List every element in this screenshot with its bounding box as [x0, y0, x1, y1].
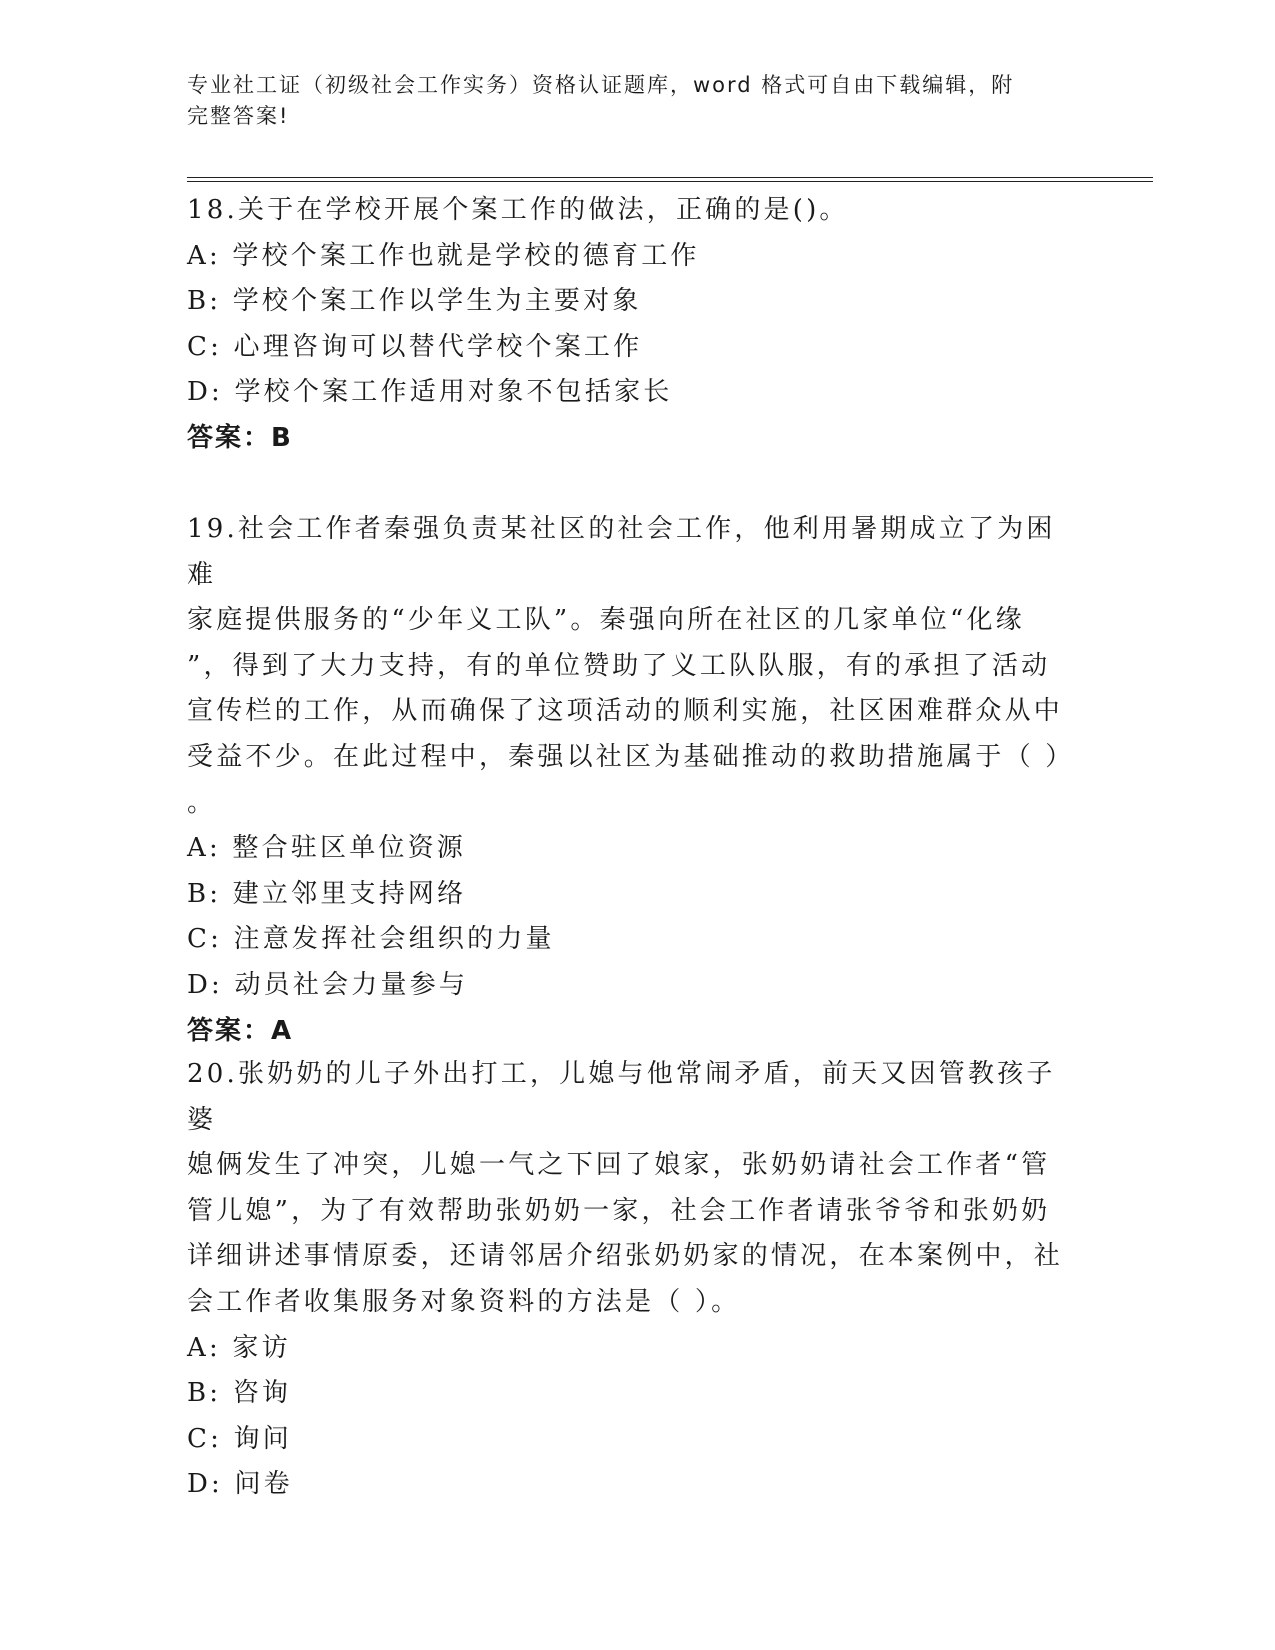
option-a: A: 家访 [187, 1332, 291, 1363]
option-a: A: 整合驻区单位资源 [187, 833, 467, 864]
question-stem-line: 媳俩发生了冲突，儿媳一气之下回了娘家，张奶奶请社会工作者“管 [187, 1150, 1051, 1181]
header-line-2: 完整答案! [187, 104, 290, 128]
option-d: D: 动员社会力量参与 [187, 969, 469, 1000]
question-stem-line: 会工作者收集服务对象资料的方法是（ ）。 [187, 1286, 741, 1317]
option-c: C: 注意发挥社会组织的力量 [187, 924, 555, 955]
option-d: D: 问卷 [187, 1469, 293, 1500]
header-divider-top [187, 177, 1153, 178]
header-line-1: 专业社工证（初级社会工作实务）资格认证题库，word 格式可自由下载编辑，附 [187, 73, 1015, 97]
question-stem-line: 详细讲述事情原委，还请邻居介绍张奶奶家的情况，在本案例中，社 [187, 1241, 1064, 1272]
header-divider-bottom [187, 181, 1153, 182]
option-d: D: 学校个案工作适用对象不包括家长 [187, 377, 673, 408]
question-18 [187, 188, 1067, 462]
question-stem-line: 19.社会工作者秦强负责某社区的社会工作，他利用暑期成立了为困难 [187, 514, 1056, 590]
question-20 [187, 1052, 1067, 1508]
question-stem-line: 18.关于在学校开展个案工作的做法，正确的是()。 [187, 195, 849, 225]
option-b: B: 建立邻里支持网络 [187, 878, 467, 909]
answer-label: 答案：B [187, 422, 293, 453]
question-stem-line: 宣传栏的工作，从而确保了这项活动的顺利实施，社区困难群众从中 [187, 696, 1064, 727]
question-stem-line: 受益不少。在此过程中，秦强以社区为基础推动的救助措施属于（ ） [187, 741, 1075, 772]
option-c: C: 心理咨询可以替代学校个案工作 [187, 331, 643, 362]
option-c: C: 询问 [187, 1423, 292, 1454]
question-stem-line: 。 [187, 787, 217, 818]
question-19 [187, 507, 1075, 1054]
question-stem-line: ”，得到了大力支持，有的单位赞助了义工队队服，有的承担了活动 [187, 650, 1051, 681]
question-stem-line: 20.张奶奶的儿子外出打工，儿媳与他常闹矛盾，前天又因管教孩子婆 [187, 1059, 1056, 1135]
option-b: B: 咨询 [187, 1378, 292, 1409]
option-a: A: 学校个案工作也就是学校的德育工作 [187, 240, 700, 271]
question-stem-line: 管儿媳”，为了有效帮助张奶奶一家，社会工作者请张爷爷和张奶奶 [187, 1195, 1051, 1226]
question-stem-line: 家庭提供服务的“少年义工队”。秦强向所在社区的几家单位“化缘 [187, 605, 1025, 636]
option-b: B: 学校个案工作以学生为主要对象 [187, 286, 642, 317]
answer-label: 答案：A [187, 1015, 294, 1046]
document-header [187, 70, 1067, 132]
